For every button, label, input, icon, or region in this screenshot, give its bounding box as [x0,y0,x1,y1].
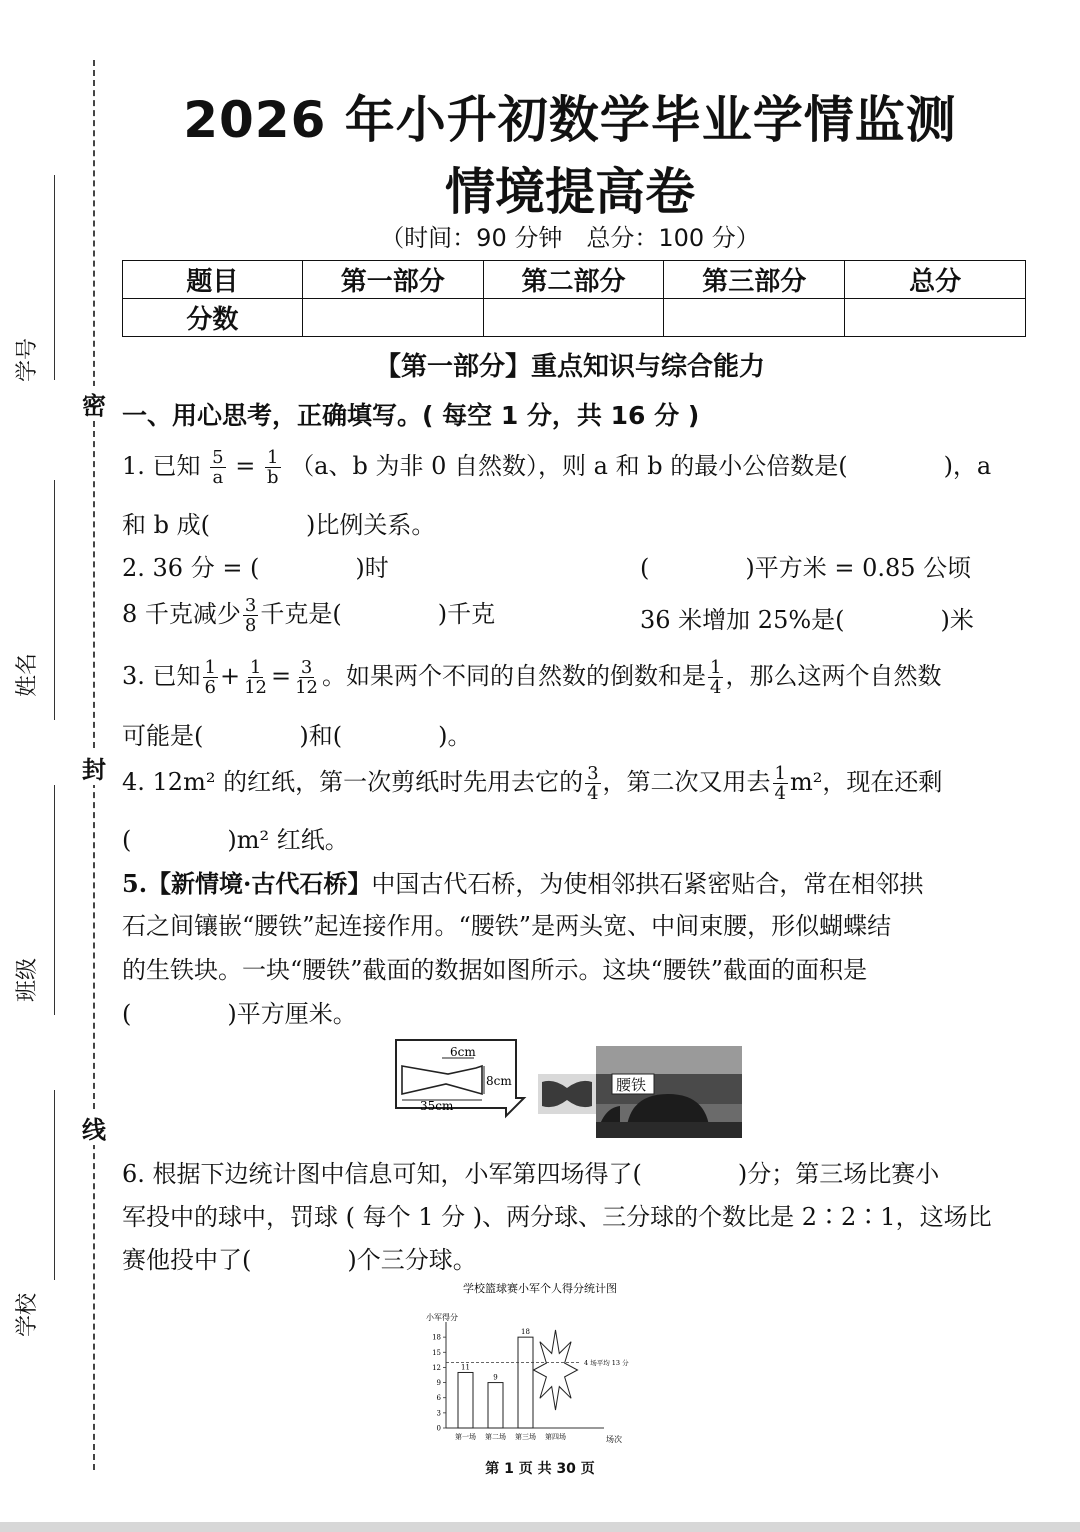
question-5-line-2: 石之间镶嵌“腰铁”起连接作用。“腰铁”是两头宽、中间束腰，形似蝴蝶结 [122,912,892,940]
chart-category-label: 第一场 [455,1433,476,1441]
name-label: 姓名 [15,653,40,698]
chart-y-tick-label: 15 [432,1348,441,1357]
q3-prefix: 3. 已知 [122,662,201,690]
seal-char-feng: 封 [80,750,108,785]
chart-bar [518,1337,533,1428]
question-group-heading: 一、用心思考，正确填写。( 每空 1 分，共 16 分 ) [122,401,700,430]
waist-iron-diagram [390,1036,530,1122]
q3-mid: 。如果两个不同的自然数的倒数和是 [322,662,707,690]
student-id-line [54,175,55,380]
question-6-line-1: 6. 根据下边统计图中信息可知，小军第四场得了( )分；第三场比赛小 [122,1160,940,1188]
fraction-numerator: 1 [710,657,722,678]
bottom-dimension-label: 35cm [420,1099,454,1113]
q3-fraction-1-over-4 [708,658,723,697]
question-1-line-1 [122,446,991,487]
school-label: 学校 [15,1293,40,1338]
q3-fraction-1-over-6 [203,658,218,697]
question-3-line-1 [122,656,941,697]
chart-data-label: 18 [521,1328,530,1337]
score-header-cell: 第一部分 [302,261,483,299]
q3-equals: = [271,662,292,690]
score-cell[interactable] [845,299,1026,337]
q3-fraction-1-over-12 [242,658,269,697]
seal-char-xian: 线 [80,1110,108,1145]
q4-prefix: 4. 12m² 的红纸，第一次剪纸时先用去它的 [122,768,584,796]
q2-c-suffix: 千克是( )千克 [260,600,496,628]
q2-c-prefix: 8 千克减少 [122,600,241,628]
chart-data-label: 9 [493,1373,498,1382]
question-4-line-2: ( )m² 红纸。 [122,826,349,854]
fraction-denominator: a [212,467,224,488]
chart-y-axis-label: 小军得分 [426,1313,458,1322]
chart-y-tick-label: 0 [436,1424,441,1433]
score-table-header-row [123,261,1026,299]
q4-mid: ，第二次又用去 [602,768,771,796]
fraction-denominator: b [267,467,279,488]
score-cell[interactable] [664,299,845,337]
q5-line1-rest: 中国古代石桥，为使相邻拱石紧密贴合，常在相邻拱 [371,870,924,898]
q4-fraction-1-over-4 [773,764,788,803]
score-header-cell: 题目 [123,261,303,299]
chart-category-label: 第三场 [515,1433,536,1441]
chart-y-tick-label: 12 [432,1363,441,1372]
question-5-line-3: 的生铁块。一块“腰铁”截面的数据如图所示。这块“腰铁”截面的面积是 [122,956,868,984]
chart-y-tick-label: 3 [436,1409,441,1418]
score-cell[interactable] [483,299,664,337]
top-dimension-label: 6cm [450,1045,476,1059]
question-4-line-1 [122,762,942,803]
q4-suffix: m²，现在还剩 [789,768,943,796]
q2-fraction-3-over-8 [243,596,258,635]
question-2-part-b: ( )平方米 = 0.85 公顷 [640,554,972,582]
fraction-numerator: 1 [774,763,786,784]
chart-obscured-burst [534,1330,578,1410]
exam-time-score: （时间：90 分钟 总分：100 分） [380,224,760,252]
chart-y-tick-label: 6 [436,1394,441,1403]
chart-y-tick-label: 18 [432,1333,441,1342]
q5-context-tag: 5.【新情境·古代石桥】 [122,869,372,898]
q1-fraction-5-over-a [210,448,225,487]
question-2-part-a: 2. 36 分 = ( )时 [122,554,389,582]
student-id-label: 学号 [15,338,40,383]
fraction-numerator: 1 [249,657,262,678]
q1-fraction-1-over-b [265,448,281,487]
fraction-denominator: 4 [710,677,722,698]
fraction-denominator: 4 [587,783,599,804]
seal-char-mi: 密 [80,386,108,421]
name-line [54,480,55,720]
class-line [54,785,55,1015]
score-row-label: 分数 [123,299,303,337]
fraction-numerator: 3 [300,657,313,678]
q1-text: （a、b 为非 0 自然数），则 a 和 b 的最小公倍数是( )，a [290,452,992,480]
waist-iron-photo [538,1074,596,1114]
question-6-line-3: 赛他投中了( )个三分球。 [122,1246,477,1274]
question-5-line-1 [122,864,923,899]
chart-data-label: 11 [461,1363,470,1372]
fraction-numerator: 1 [267,447,279,468]
class-label: 班级 [15,958,40,1003]
school-line [54,1090,55,1280]
chart-average-label: 4 场平均 13 分 [584,1358,629,1367]
chart-y-tick-label: 9 [436,1379,441,1388]
q3-suffix: ，那么这两个自然数 [725,662,942,690]
bottom-scroll-bar [0,1522,1080,1532]
chart-x-axis-label: 场次 [606,1435,622,1444]
q3-plus: + [219,662,241,690]
fraction-numerator: 1 [204,657,216,678]
score-header-cell: 第三部分 [664,261,845,299]
q4-fraction-3-over-4 [585,764,600,803]
chart-category-label: 第二场 [485,1433,506,1441]
stone-bridge-photo [596,1046,742,1138]
question-2-part-c [122,594,495,635]
fraction-numerator: 3 [587,763,599,784]
waist-iron-photo-label: 腰铁 [616,1076,647,1094]
q1-prefix: 1. 已知 [122,452,201,480]
score-header-cell: 总分 [845,261,1026,299]
fraction-denominator: 12 [295,677,319,698]
chart-bar [488,1383,503,1428]
chart-bar [458,1372,473,1428]
fraction-numerator: 5 [212,447,224,468]
height-dimension-label: 8cm [486,1074,512,1088]
question-3-line-2: 可能是( )和( )。 [122,722,472,750]
fraction-denominator: 12 [244,677,267,698]
page-number: 第 1 页 共 30 页 [485,1461,595,1477]
question-6-line-2: 军投中的球中，罚球 ( 每个 1 分 )、两分球、三分球的个数比是 2∶2∶1，这场比 [122,1203,992,1231]
q3-fraction-3-over-12 [293,658,320,697]
score-table [122,260,1026,337]
exam-title: 2026 年小升初数学毕业学情监测 [183,91,957,149]
chart-title: 学校篮球赛小军个人得分统计图 [463,1282,617,1295]
fraction-denominator: 8 [244,615,257,636]
question-5-line-4: ( )平方厘米。 [122,1000,357,1028]
question-2-part-d: 36 米增加 25%是( )米 [640,606,974,634]
q1-equals: = [235,452,256,480]
score-table-value-row [123,299,1026,337]
basketball-score-bar-chart [420,1278,660,1450]
question-1-line-2: 和 b 成( )比例关系。 [122,511,436,539]
chart-category-label: 第四场 [545,1433,566,1441]
exam-subtitle-title: 情境提高卷 [445,163,695,221]
fraction-denominator: 4 [774,783,786,804]
section-title: 【第一部分】重点知识与综合能力 [374,352,765,382]
score-header-cell: 第二部分 [483,261,664,299]
score-cell[interactable] [302,299,483,337]
fraction-numerator: 3 [244,595,257,616]
fraction-denominator: 6 [204,677,216,698]
